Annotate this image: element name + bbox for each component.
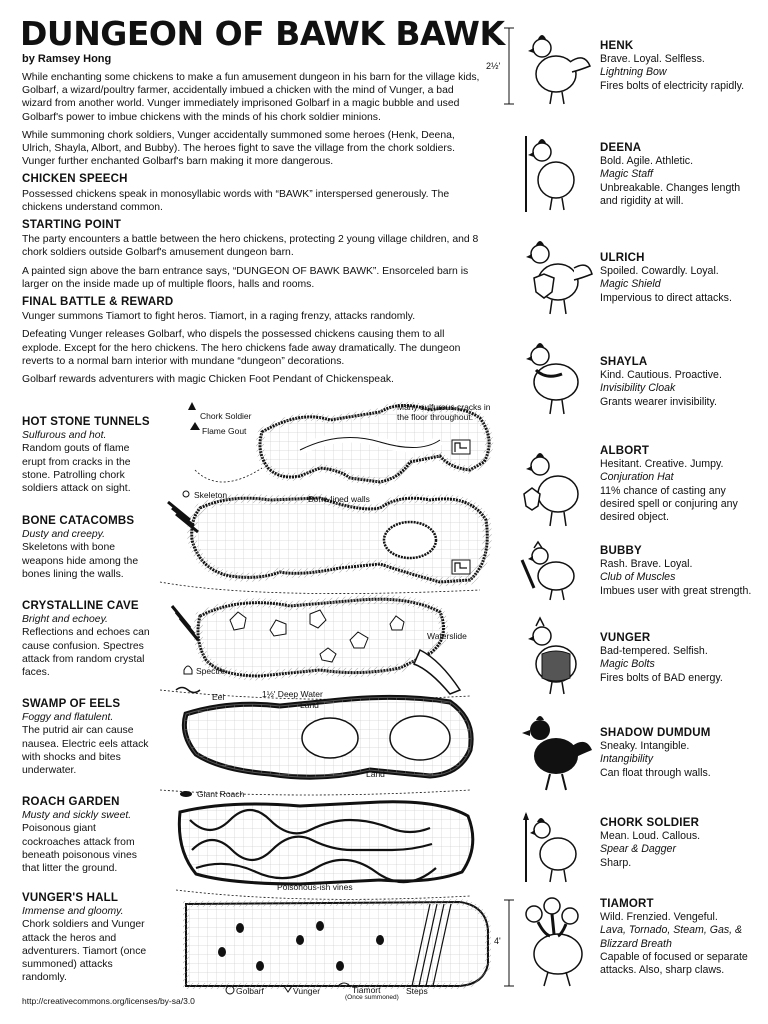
character-description: Impervious to direct attacks. xyxy=(600,291,732,304)
character-chork-soldier xyxy=(600,817,760,870)
zone-name: HOT STONE TUNNELS xyxy=(22,416,150,428)
map-label-vines: Poisonous-ish vines xyxy=(277,882,353,892)
character-ulrich xyxy=(600,252,760,305)
character-albort xyxy=(600,445,760,524)
character-name: BUBBY xyxy=(600,545,642,557)
zone-name: ROACH GARDEN xyxy=(22,796,120,808)
character-deena xyxy=(600,142,760,208)
character-item: Lava, Tornado, Steam, Gas, & Blizzard Breath xyxy=(600,924,743,950)
vungers-hall-map xyxy=(186,902,488,986)
zone-description: Skeletons with bone weapons hide among the bones lining the walls. xyxy=(22,542,139,580)
bubby-illustration xyxy=(512,540,596,604)
character-traits: Sneaky. Intangible. xyxy=(600,740,690,753)
zone-subtitle: Musty and sickly sweet. xyxy=(22,810,132,822)
character-item: Club of Muscles xyxy=(600,571,676,584)
character-item: Magic Shield xyxy=(600,278,661,291)
character-traits: Hesitant. Creative. Jumpy. xyxy=(600,458,724,471)
intro-paragraph: While summoning chork soldiers, Vunger accidentally summoned some heroes (Henk, Deena, Ulrich, Shayla, Albort, and Bubby). The heroes fight to save the village from the chork soldiers. Vunger further enchanted Golbarf's barn making it more dangerous. xyxy=(22,129,455,168)
zone-description: The putrid air can cause nausea. Electric eels attack with shocks and bites underwater. xyxy=(22,725,149,777)
byline: by Ramsey Hong xyxy=(22,53,112,65)
character-bubby xyxy=(600,545,760,598)
character-traits: Bold. Agile. Athletic. xyxy=(600,155,694,168)
character-item: Magic Staff xyxy=(600,168,653,181)
character-item: Magic Bolts xyxy=(600,658,655,671)
map-label-eel: Eel xyxy=(212,692,225,702)
zone-subtitle: Sulfurous and hot. xyxy=(22,430,107,442)
character-name: ULRICH xyxy=(600,252,645,264)
character-description: Can float through walls. xyxy=(600,766,711,779)
character-description: Imbues user with great strength. xyxy=(600,584,752,597)
intro-paragraph: Possessed chickens speak in monosyllabic words with “BAWK” interspersed generously. The chickens understand common. xyxy=(22,188,450,213)
intro-paragraph: Defeating Vunger releases Golbarf, who dispels the possessed chickens causing them to all explode. Except for the hero chickens. The hero chickens fade away dramatically. The dungeon reverts to a normal barn interior with mundane “dungeon” decorations. xyxy=(22,329,461,367)
character-description: Grants wearer invisibility. xyxy=(600,395,717,408)
zone-name: CRYSTALLINE CAVE xyxy=(22,600,139,612)
map-label-land: Land xyxy=(366,769,385,779)
zone-description: Reflections and echoes can cause confusion. Spectres attack from random crystal faces. xyxy=(22,627,150,679)
character-item: Conjuration Hat xyxy=(600,471,674,484)
map-label-waterslide: Waterslide xyxy=(427,631,467,641)
map-label-land: Land xyxy=(300,700,319,710)
zone-description: Random gouts of flame erupt from cracks in the stone. Patrolling chork soldiers attack on sight. xyxy=(22,443,131,495)
zone-name: VUNGER'S HALL xyxy=(22,892,119,904)
map-label-once-summoned: (Once summoned) xyxy=(345,994,399,1001)
map-label-vunger: Vunger xyxy=(293,986,321,996)
character-name: HENK xyxy=(600,40,634,52)
character-item: Spear & Dagger xyxy=(600,843,676,856)
intro-paragraph: Golbarf rewards adventurers with magic Chicken Foot Pendant of Chickenspeak. xyxy=(22,374,394,386)
intro-paragraph: The party encounters a battle between the hero chickens, protecting 2 young village children, and 8 chork soldiers outside Golbarf's amusement dungeon barn. xyxy=(22,234,479,259)
henk-illustration xyxy=(512,24,596,108)
vunger-illustration xyxy=(512,614,596,698)
character-vunger xyxy=(600,632,760,685)
character-name: SHADOW DUMDUM xyxy=(600,727,711,739)
character-tiamort xyxy=(600,898,760,977)
shadow-dumdum-illustration xyxy=(512,712,596,792)
character-name: CHORK SOLDIER xyxy=(600,817,700,829)
zone-description: Poisonous giant cockroaches attack from beneath poisonous vines that litter the ground. xyxy=(22,823,137,875)
ulrich-illustration xyxy=(512,232,596,322)
map-label-golbarf: Golbarf xyxy=(236,986,264,996)
character-traits: Wild. Frenzied. Vengeful. xyxy=(600,911,718,924)
shayla-illustration xyxy=(512,334,596,418)
zone-subtitle: Dusty and creepy. xyxy=(22,529,105,541)
character-description: Sharp. xyxy=(600,856,632,869)
map-label-flame-gout: Flame Gout xyxy=(202,426,247,436)
character-name: VUNGER xyxy=(600,632,651,644)
map-label-chork-soldier: Chork Soldier xyxy=(200,411,252,421)
zone-subtitle: Immense and gloomy. xyxy=(22,906,124,918)
character-item: Intangibility xyxy=(600,753,653,766)
character-traits: Kind. Cautious. Proactive. xyxy=(600,369,722,382)
character-item: Lightning Bow xyxy=(600,66,667,79)
page-title: DUNGEON OF BAWK BAWK xyxy=(20,14,505,53)
character-traits: Spoiled. Cowardly. Loyal. xyxy=(600,265,719,278)
character-name: SHAYLA xyxy=(600,356,648,368)
zone-subtitle: Bright and echoey. xyxy=(22,614,108,626)
character-name: ALBORT xyxy=(600,445,650,457)
character-name: DEENA xyxy=(600,142,642,154)
deena-illustration xyxy=(512,126,596,216)
map-label-cracks: Many sulfurous cracks in the floor throughout. xyxy=(397,402,491,422)
intro-paragraph: Vunger summons Tiamort to fight heros. Tiamort, in a raging frenzy, attacks randomly. xyxy=(22,311,416,323)
section-heading: STARTING POINT xyxy=(22,219,122,232)
intro-paragraph: A painted sign above the barn entrance says, “DUNGEON OF BAWK BAWK”. Ensorceled barn is larger on the inside made up of multiple floors, halls and rooms. xyxy=(22,265,469,290)
character-description: Unbreakable. Changes length and rigidity at will. xyxy=(600,181,741,207)
zone-subtitle: Foggy and flatulent. xyxy=(22,712,114,724)
albort-illustration xyxy=(512,440,596,530)
character-description: 11% chance of casting any desired spell or conjuring any desired object. xyxy=(600,484,738,524)
character-traits: Bad-tempered. Selfish. xyxy=(600,645,708,658)
character-traits: Brave. Loyal. Selfless. xyxy=(600,53,705,66)
scale-label-tiamort: 4' xyxy=(494,936,501,946)
bone-catacombs-map xyxy=(160,498,487,594)
character-henk xyxy=(600,40,760,93)
character-shadow-dumdum xyxy=(600,727,760,780)
map-label-deep-water: 1½' Deep Water xyxy=(262,689,323,699)
character-traits: Rash. Brave. Loyal. xyxy=(600,558,693,571)
zone-name: BONE CATACOMBS xyxy=(22,515,135,527)
tiamort-illustration xyxy=(512,894,596,988)
crystalline-cave-map xyxy=(160,599,470,699)
scale-label-henk: 2½' xyxy=(486,61,501,71)
intro-paragraph: While enchanting some chickens to make a fun amusement dungeon in his barn for the village kids, Golbarf, a wizard/poultry farmer, accidentally imbued a chicken with the mind of Vunger, a bad wizard from another world. Vunger immediately imprisoned Golbarf in a magic bubble and used Golbarf's power to imbue chickens with the minds of his chork soldier minions. xyxy=(22,72,480,123)
license-link[interactable]: http://creativecommons.org/licenses/by-sa/3.0 xyxy=(22,996,195,1006)
map-label-skeleton: Skeleton xyxy=(194,490,228,500)
map-label-giant-roach: Giant Roach xyxy=(197,789,245,799)
section-heading: FINAL BATTLE & REWARD xyxy=(22,296,174,309)
map-label-spectre: Spectre xyxy=(196,666,226,676)
map-label-steps: Steps xyxy=(406,986,428,996)
character-description: Capable of focused or separate attacks. Also, sharp claws. xyxy=(600,950,748,977)
character-shayla xyxy=(600,356,760,409)
chork-soldier-illustration xyxy=(512,812,596,884)
map-label-bone-walls: Bone-lined walls xyxy=(308,494,370,504)
section-heading: CHICKEN SPEECH xyxy=(22,173,128,186)
zone-name: SWAMP OF EELS xyxy=(22,698,121,710)
map-label-tiamort: Tiamort xyxy=(352,985,381,995)
character-description: Fires bolts of electricity rapidly. xyxy=(600,79,745,92)
character-traits: Mean. Loud. Callous. xyxy=(600,830,701,843)
zone-description: Chork soldiers and Vunger attack the heros and adventurers. Tiamort (once summoned) attacks randomly. xyxy=(22,919,147,984)
character-name: TIAMORT xyxy=(600,898,654,910)
character-description: Fires bolts of BAD energy. xyxy=(600,671,723,684)
character-item: Invisibility Cloak xyxy=(600,382,676,395)
